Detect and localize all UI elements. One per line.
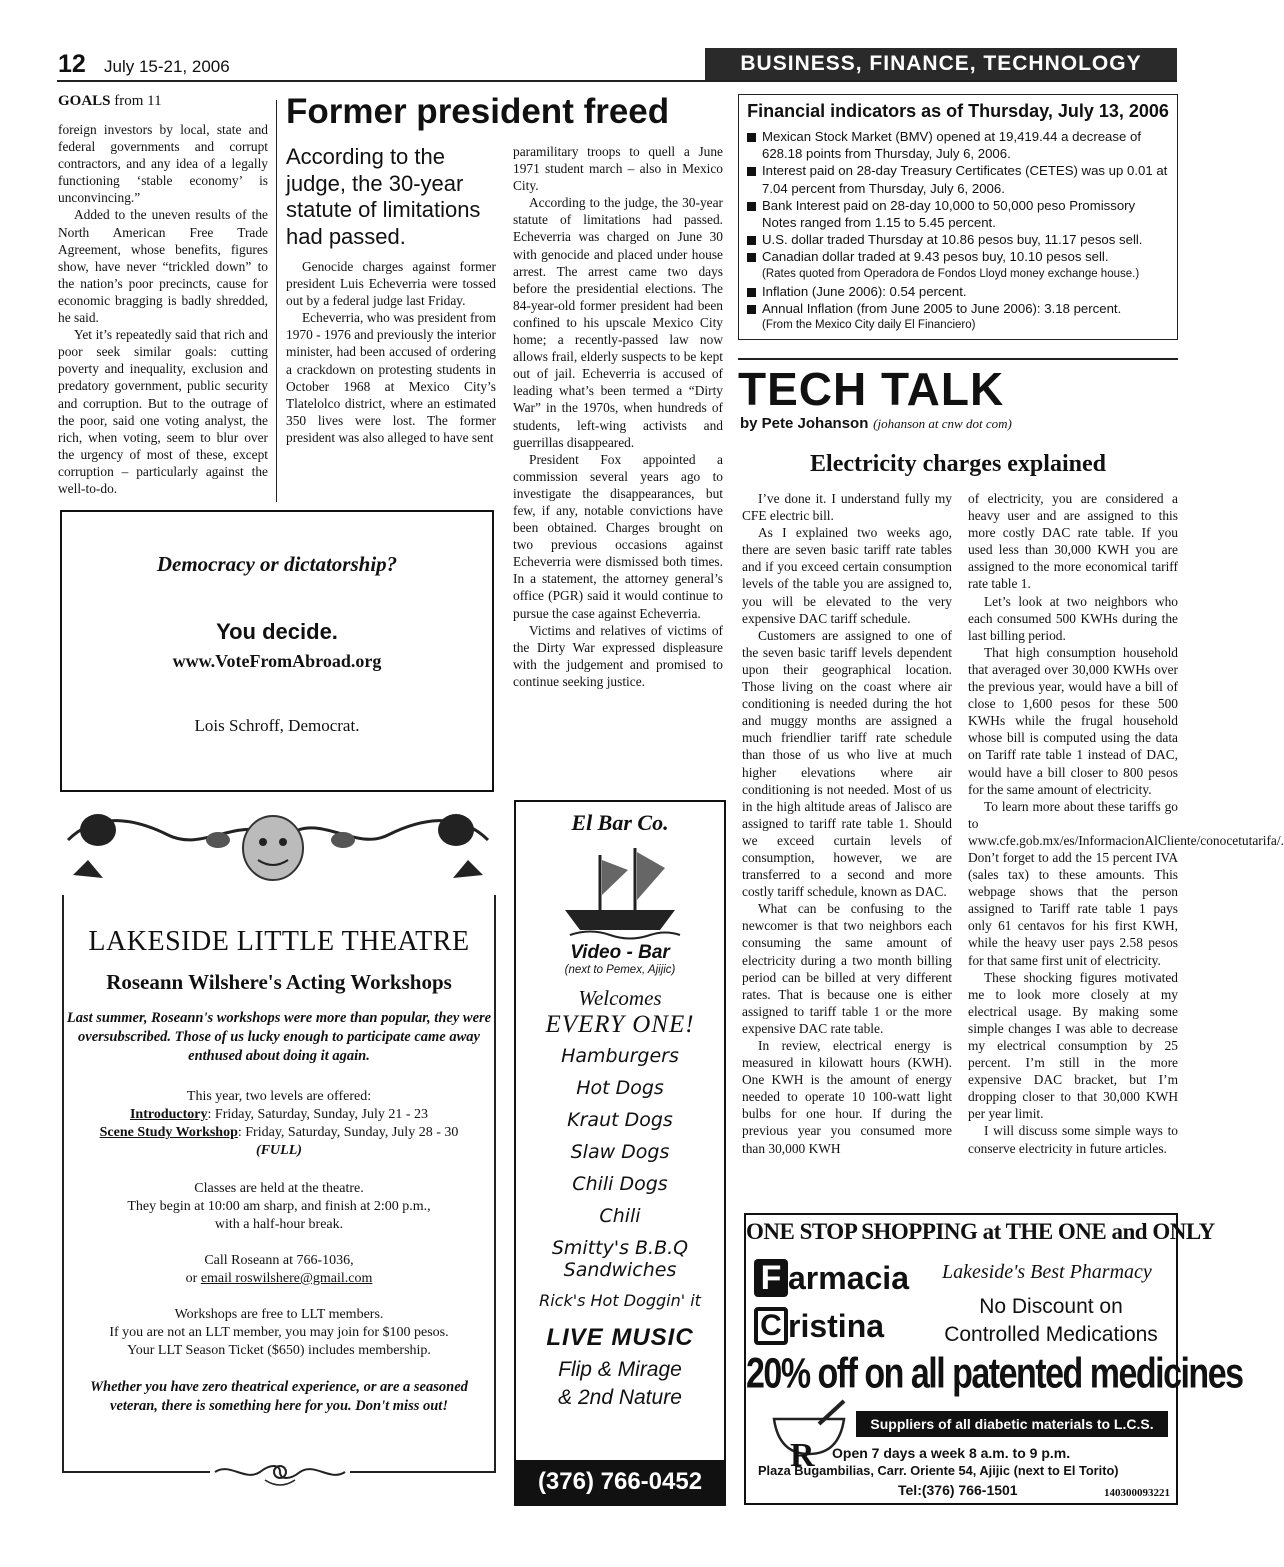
pharmacy-name-2: ristina xyxy=(788,1307,885,1344)
vote-ad xyxy=(60,510,494,792)
indicators-title: Financial indicators as of Thursday, July 13, 2006 xyxy=(747,101,1169,121)
indicator-item xyxy=(747,162,1169,196)
bar-phone: (376) 766-0452 xyxy=(516,1460,724,1504)
theatre-title: LAKESIDE LITTLE THEATRE xyxy=(88,926,470,957)
president-headline: Former president freed xyxy=(286,92,670,131)
bar-band: & 2nd Nature xyxy=(558,1386,682,1409)
pharmacy-name-1: armacia xyxy=(788,1259,909,1296)
indicator-text: Inflation (June 2006): 0.54 percent. xyxy=(762,283,967,299)
bullet-icon xyxy=(747,305,756,314)
theatre-closing: Whether you have zero theatrical experience, or are a seasoned veteran, there is something here for you. Don't miss out! xyxy=(90,1379,468,1414)
theatre-classes-line: Classes are held at the theatre. xyxy=(194,1181,364,1196)
bar-welcome-1: Welcomes xyxy=(578,986,662,1010)
pharmacy-hours: Open 7 days a week 8 a.m. to 9 p.m. xyxy=(832,1445,1071,1461)
bullet-icon xyxy=(747,253,756,262)
bar-type: Video - Bar xyxy=(570,942,670,963)
president-paragraph: Genocide charges against former president Luis Echeverria were tossed out by a federal judge last Friday. xyxy=(286,259,496,309)
president-paragraph: According to the judge, the 30-year statute of limitations had passed. Echeverria was charged on June 30 with genocide and placed under house arrest. The arrest came two days before the presidential elections. The 84-year-old former president had been confined to his upscale Mexico City home; a recently-passed law now allows frail, elderly suspects to be kept out of jail. Echeverria is accused of leading what’s been termed a “Dirty War” in the 1970s, when hundreds of students, left-wing activists and guerrillas disappeared. xyxy=(513,195,723,450)
theatre-masks-decoration xyxy=(58,800,498,895)
pharmacy-offer: 20% off on all patented medicines xyxy=(746,1350,1243,1398)
theatre-email-line xyxy=(64,1270,494,1288)
tech-byline xyxy=(740,414,1012,432)
tech-paragraph: As I explained two weeks ago, there are seven basic tariff rate tables and if you exceed certain consumption levels of the table you are assigned to, you will be elevated to the very expensive DAC tariff schedule. xyxy=(742,525,952,626)
tech-col2 xyxy=(968,490,1284,1157)
tech-top-rule xyxy=(738,358,1178,360)
pharmacy-tagline: Lakeside's Best Pharmacy xyxy=(942,1261,1152,1283)
pharmacy-ad xyxy=(744,1213,1243,1505)
tech-col1 xyxy=(742,490,952,1157)
indicators-box xyxy=(738,94,1178,340)
section-title: BUSINESS, FINANCE, TECHNOLOGY xyxy=(740,52,1142,75)
pharmacy-diabetic-banner: Suppliers of all diabetic materials to L.C.S. xyxy=(856,1411,1168,1437)
indicator-note: (From the Mexico City daily El Financiero) xyxy=(762,319,976,332)
theatre-ad xyxy=(64,926,494,1416)
level-introductory-name: Introductory xyxy=(129,1107,208,1122)
goals-label: GOALS xyxy=(58,93,111,109)
header-rule xyxy=(57,80,1177,82)
bar-menu xyxy=(516,1045,724,1310)
tech-paragraph: I’ve done it. I understand fully my CFE electric bill. xyxy=(742,491,952,524)
bar-menu-item: Hamburgers xyxy=(561,1045,679,1067)
tech-paragraph: Let’s look at two neighbors who each consumed 500 KWHs during the last billing period. xyxy=(968,593,1178,643)
tech-paragraph: In review, electrical energy is measured in kilowatt hours (KWH). One KWH is the amount of energy needed to operate 10 100-watt light bulbs for one hour. If during the previous year you consumed more than 30,000 KWH xyxy=(742,1038,952,1156)
president-col2 xyxy=(513,143,723,690)
column-divider xyxy=(276,100,277,502)
theatre-call: Call Roseann at 766-1036, xyxy=(204,1253,354,1268)
bar-menu-item: Chili xyxy=(599,1205,641,1227)
rx-icon: R xyxy=(790,1437,815,1474)
ship-icon xyxy=(550,840,690,940)
tech-paragraph: What can be confusing to the newcomer is that two neighbors each consuming the same amount of electricity during a two month billing period can be billed at very different rates. That is because one is either assigned to tariff table 1 or the more expensive DAC rate table. xyxy=(742,901,952,1036)
indicator-text: Interest paid on 28-day Treasury Certificates (CETES) was up 0.01 at 7.04 percent from Thursday, July 6, 2006. xyxy=(762,163,1168,196)
tech-author: by Pete Johanson xyxy=(740,415,869,432)
pharmacy-tel: Tel:(376) 766-1501 xyxy=(898,1482,1018,1498)
bar-menu-item: Chili Dogs xyxy=(572,1173,668,1195)
bar-menu-item: Smitty's B.B.Q Sandwiches xyxy=(551,1237,689,1281)
pharmacy-address: Plaza Bugambilias, Carr. Oriente 54, Ajijic (next to El Torito) xyxy=(758,1463,1119,1478)
bar-ad xyxy=(514,800,726,1506)
level-introductory-dates: : Friday, Saturday, Sunday, July 21 - 23 xyxy=(207,1107,428,1122)
indicator-text: Bank Interest paid on 28-day 10,000 to 50,000 peso Promissory Notes ranged from 1.15 to 5.45 percent. xyxy=(762,197,1136,231)
theatre-membership-line: Your LLT Season Ticket ($650) includes membership. xyxy=(127,1343,431,1358)
vote-question: Democracy or dictatorship? xyxy=(156,552,398,576)
bullet-icon xyxy=(747,202,756,211)
vote-url-link[interactable]: www.VoteFromAbroad.org xyxy=(172,651,382,671)
president-paragraph: paramilitary troops to quell a June 1971 student march – also in Mexico City. xyxy=(513,144,723,194)
indicator-item xyxy=(747,197,1169,231)
theatre-classes-line: with a half-hour break. xyxy=(214,1217,344,1232)
indicator-text: Mexican Stock Market (BMV) opened at 19,419.44 a decrease of 628.18 points from Thursday, July 6, 2006. xyxy=(762,129,1141,162)
bar-menu-item: Rick's Hot Doggin' it xyxy=(539,1291,701,1310)
theatre-classes-line: They begin at 10:00 am sharp, and finish at 2:00 p.m., xyxy=(127,1199,431,1214)
president-paragraph: Victims and relatives of victims of the Dirty War expressed displeasure with the judgement and promised to continue seeking justice. xyxy=(513,622,723,689)
theatre-email-prefix: or xyxy=(185,1271,198,1286)
vote-decide: You decide. xyxy=(216,619,338,644)
bar-band: Flip & Mirage xyxy=(558,1358,682,1381)
indicator-text: U.S. dollar traded Thursday at 10.86 pesos buy, 11.17 pesos sell. xyxy=(762,232,1143,248)
issue-date: July 15-21, 2006 xyxy=(104,57,230,76)
goals-paragraph: Added to the uneven results of the North American Free Trade Agreement, whose benefits, figures show, have never “trickled down” to the nation’s poor precincts, cause for economic bragging is badly shredded, he said. xyxy=(58,207,268,326)
level-scene-study-dates: : Friday, Saturday, Sunday, July 28 - 30 xyxy=(237,1125,459,1140)
tech-paragraph: These shocking figures motivated me to look more closely at my electrical usage. By making some simple changes I was able to decrease my electrical consumption by 25 percent. I’m still in the more expensive DAC bracket, but I’m dropping closer to that 30,000 KWH per year limit. xyxy=(968,969,1178,1122)
goals-paragraph: foreign investors by local, state and federal governments and corrupt contractors, and any idea of a legally functioning ‘stable economy’ is unconvincing.” xyxy=(58,122,268,206)
bar-name: El Bar Co. xyxy=(571,810,669,835)
bullet-icon xyxy=(747,288,756,297)
pharmacy-no-discount xyxy=(926,1293,1176,1349)
bar-menu-item: Kraut Dogs xyxy=(567,1109,673,1131)
no-discount-line: No Discount on xyxy=(979,1295,1123,1318)
goals-continuation-header xyxy=(58,93,162,110)
indicator-item xyxy=(747,248,1169,265)
theatre-membership-line: If you are not an LLT member, you may join for $100 pesos. xyxy=(109,1325,449,1340)
tech-paragraph: That high consumption household that averaged over 30,000 KWHs over the previous year, would have a bill of close to 1,600 pesos for these 500 KWHs while the frugal household whose bill is computed using the data on Tariff rate table 1 instead of DAC, would have a bill closer to 800 pesos for the same amount of electricity. xyxy=(968,644,1178,797)
indicator-item xyxy=(747,283,1169,300)
goals-article xyxy=(58,121,268,497)
pharmacy-headline: ONE STOP SHOPPING at THE ONE and ONLY xyxy=(746,1219,1215,1244)
pharmacy-ad-code: 140300093221 xyxy=(1104,1487,1170,1499)
president-col1 xyxy=(286,258,496,446)
president-paragraph: Echeverria, who was president from 1970 - 1976 and previously the interior minister, had been accused of ordering a crackdown on protesting students in October 1968 at Mexico City’s Tlatelolco district, where an estimated 350 lives were lost. The former president was also alleged to have sent xyxy=(286,310,496,445)
theatre-level-scene-study xyxy=(64,1124,494,1142)
theatre-box-right-border xyxy=(494,895,496,1473)
indicator-text: Canadian dollar traded at 9.43 pesos buy, 10.10 pesos sell. xyxy=(762,249,1109,265)
bar-live-music: LIVE MUSIC xyxy=(546,1324,694,1351)
theatre-email-link[interactable]: email roswilshere@gmail.com xyxy=(200,1271,373,1286)
theatre-ornament xyxy=(210,1458,350,1488)
bar-welcome-2: EVERY ONE! xyxy=(545,1011,695,1038)
goals-from: from 11 xyxy=(114,93,162,109)
indicators-list xyxy=(747,128,1169,334)
theatre-membership-line: Workshops are free to LLT members. xyxy=(174,1307,384,1322)
president-deck: According to the judge, the 30-year statute of limitations had passed. xyxy=(286,144,481,249)
tech-paragraph: of electricity, you are considered a heavy user and are assigned to this more costly DAC rate table. If you used less than 30,000 KWH you are assigned to the more economical tariff rate table 1. xyxy=(968,491,1178,592)
bullet-icon xyxy=(747,133,756,142)
indicator-text: Annual Inflation (from June 2005 to June 2006): 3.18 percent. xyxy=(762,301,1122,317)
bar-location: (next to Pemex, Ajijic) xyxy=(564,964,676,976)
indicator-note: (Rates quoted from Operadora de Fondos Lloyd money exchange house.) xyxy=(762,267,1140,280)
bar-menu-item: Hot Dogs xyxy=(576,1077,664,1099)
indicator-item xyxy=(747,128,1169,162)
section-banner xyxy=(705,48,1177,80)
logo-c-icon: C xyxy=(754,1307,788,1345)
goals-paragraph: Yet it’s repeatedly said that rich and poor seek similar goals: cutting poverty and inequality, exclusion and predatory government, public security and corruption. But to the outrage of the poor, said one voting analyst, the rich, when voting, seem to blur over the urgency of most of these, except corruption – particularly against the well-to-do. xyxy=(58,327,268,496)
vote-sponsor: Lois Schroff, Democrat. xyxy=(194,716,360,735)
tech-paragraph: To learn more about these tariffs go to www.cfe.gob.mx/es/InformacionAlCliente/conocetutarifa/. Don’t forget to add the 15 percent IVA (sales tax) to these amounts. This webpage shows that the person assigned to Tariff rate table 1 pays only 61 centavos for his first KWH, while the heavy user pays 2.58 pesos for that same first unit of electricity. xyxy=(968,798,1284,968)
no-discount-line: Controlled Medications xyxy=(944,1323,1158,1346)
president-paragraph: President Fox appointed a commission several years ago to investigate the disappearances, but few, if any, notable convictions have been obtained. Charges brought on two previous occasions against Echeverria were dismissed both times. In a statement, the attorney general’s office (PGR) said it would continue to pursue the case against Echeverria. xyxy=(513,451,723,621)
theatre-intro: Last summer, Roseann's workshops were more than popular, they were oversubscribed. Those of us lucky enough to participate came away enthused about doing it again. xyxy=(66,1010,492,1064)
indicator-item xyxy=(747,231,1169,248)
level-scene-study-name: Scene Study Workshop xyxy=(99,1125,238,1140)
tech-contact: (johanson at cnw dot com) xyxy=(873,416,1012,431)
bar-menu-item: Slaw Dogs xyxy=(570,1141,670,1163)
tech-headline: Electricity charges explained xyxy=(810,451,1106,477)
tech-paragraph: Customers are assigned to one of the seven basic tariff levels dependent upon their geographical location. Those living on the coast where air conditioning is needed during the hot and muggy months are assigned a much friendlier tariff rate schedule than those of us who live at much higher elevations where air conditioning is not needed. Most of us in the high altitude areas of Jalisco are assigned to tariff rate table 1. Should we exceed curtain levels of consumption, however, we are transferred to a second and more costly tariff schedule, known as DAC. xyxy=(742,627,952,900)
tech-title: TECH TALK xyxy=(738,363,1005,415)
page-number: 12 xyxy=(58,50,86,78)
logo-f-icon: F xyxy=(754,1259,788,1297)
indicator-item xyxy=(747,300,1169,317)
bullet-icon xyxy=(747,167,756,176)
bullet-icon xyxy=(747,236,756,245)
theatre-level-introductory xyxy=(64,1106,494,1124)
theatre-levels-intro: This year, two levels are offered: xyxy=(186,1089,372,1104)
theatre-level-full-note: (FULL) xyxy=(256,1143,302,1158)
theatre-subtitle: Roseann Wilshere's Acting Workshops xyxy=(106,970,452,994)
tech-paragraph: I will discuss some simple ways to conserve electricity in future articles. xyxy=(968,1123,1178,1156)
